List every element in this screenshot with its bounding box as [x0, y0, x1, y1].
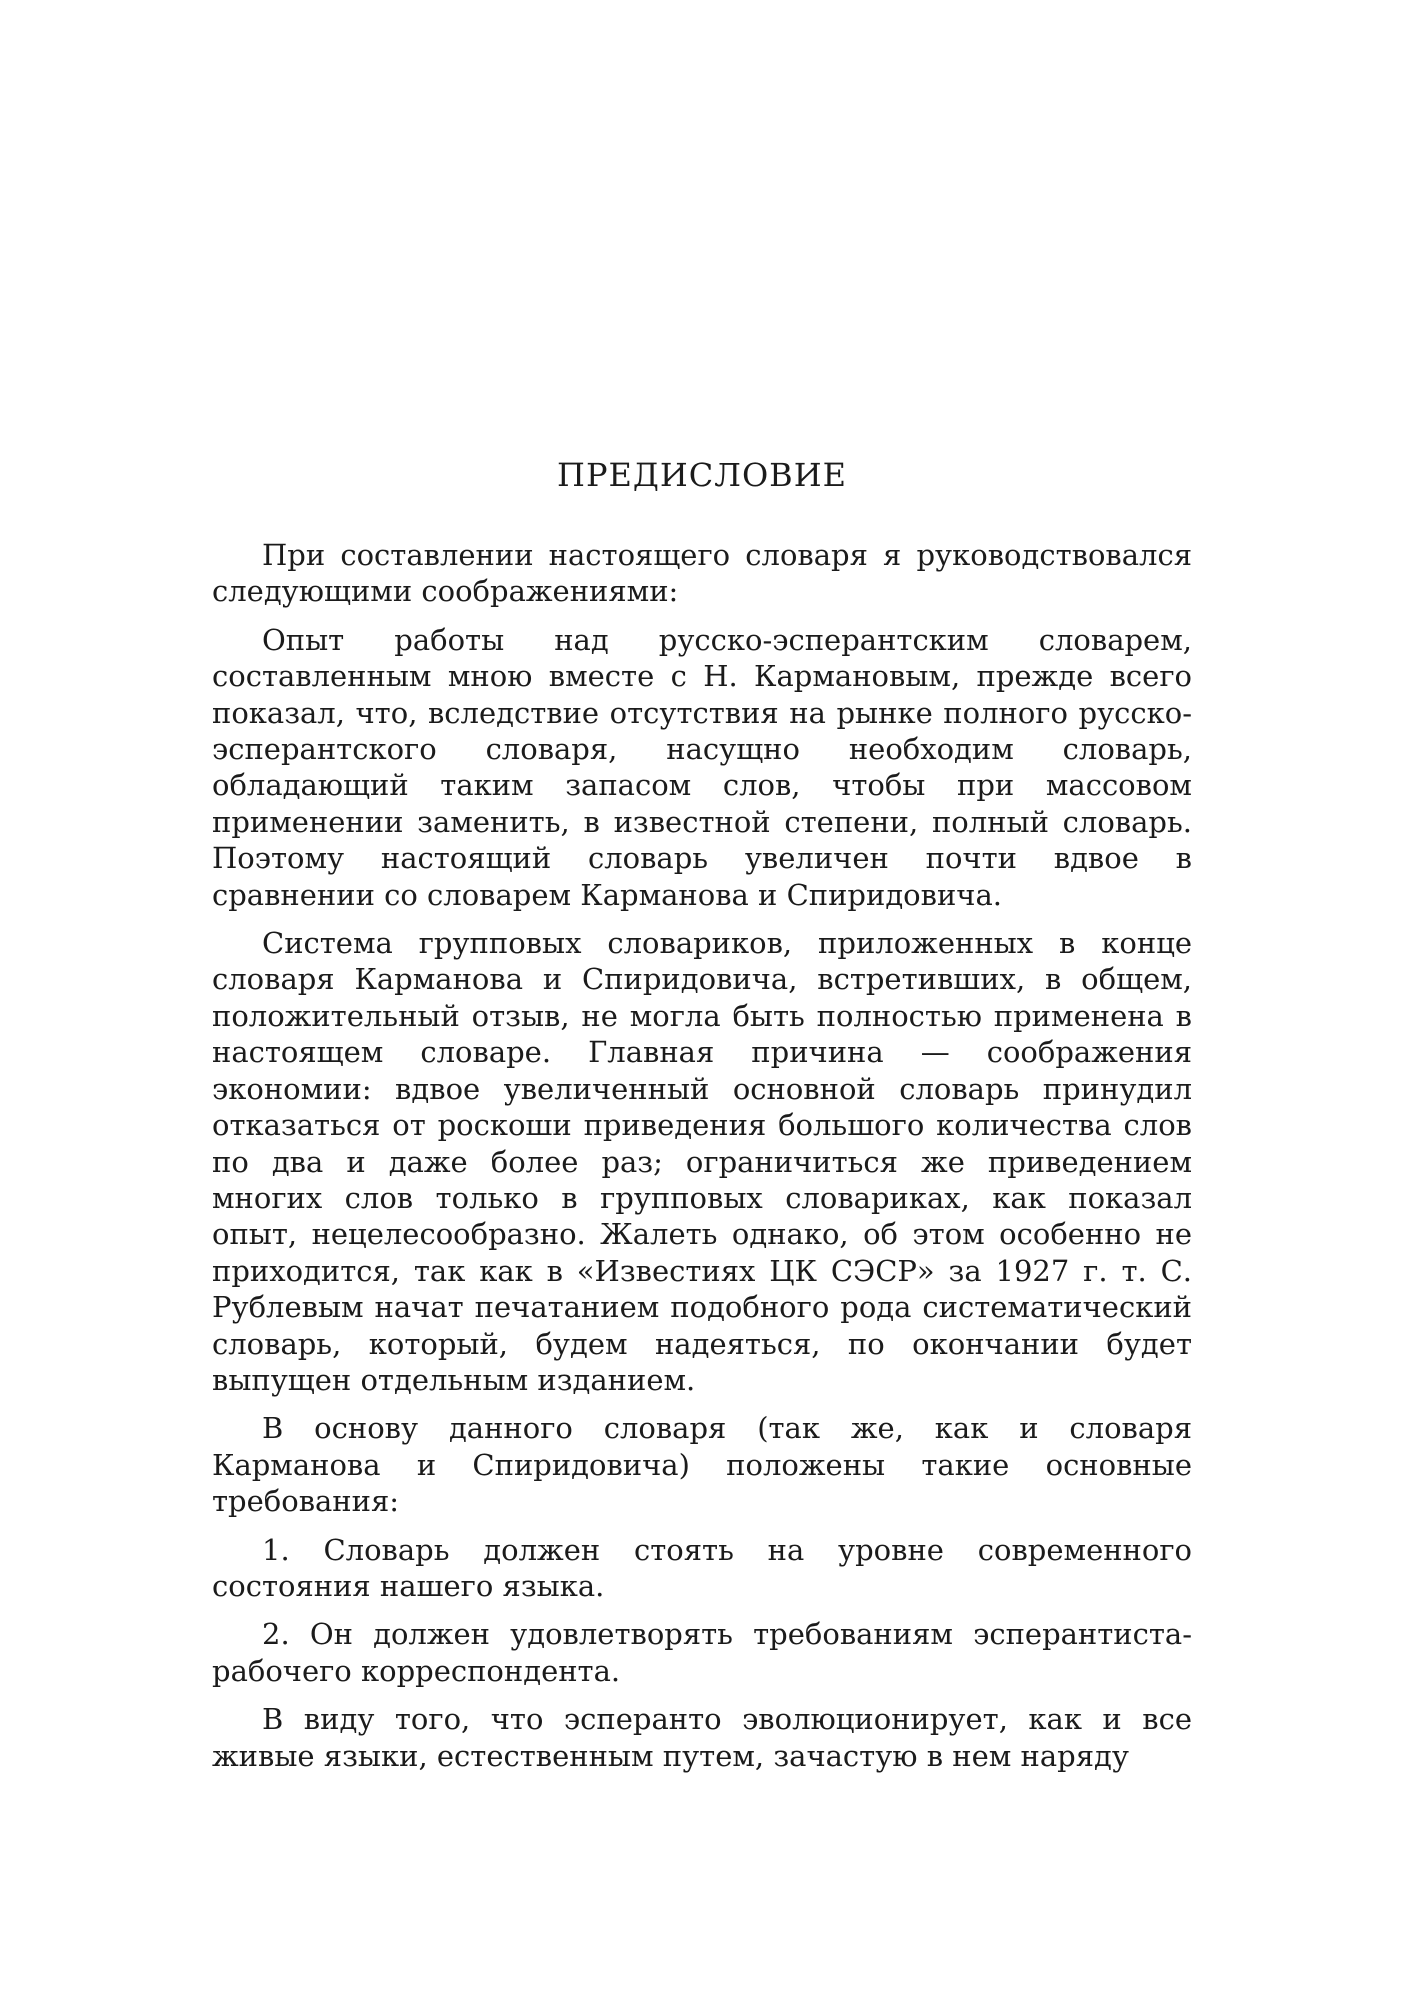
paragraph-requirement-1: 1. Словарь должен стоять на уровне современного состояния нашего языка. — [212, 1532, 1192, 1603]
paragraph-requirements: В основу данного словаря (так же, как и словаря Карманова и Спиридовича) положены такие основные требования: — [212, 1411, 1192, 1519]
preface-text-block — [212, 455, 1192, 1786]
paragraph-group-dictionaries: Система групповых словариков, приложенных в конце словаря Карманова и Спиридовича, встретивших, в общем, положительный отзыв, не могла быть полностью применена в настоящем словаре. Главная причина — соображения экономии: вдвое увеличенный основной словарь принудил отказаться от роскоши приведения большого количества слов по два и даже более раз; ограничиться же приведением многих слов только в групповых словариках, как показал опыт, нецелесообразно. Жалеть однако, об этом особенно не приходится, так как в «Известиях ЦК СЭСР» за 1927 г. т. С. Рублевым начат печатанием подобного рода систематический словарь, который, будем надеяться, по окончании будет выпущен отдельным изданием. — [212, 926, 1192, 1397]
paragraph-evolution: В виду того, что эсперанто эволюционирует, как и все живые языки, естественным путем, зачастую в нем наряду — [212, 1702, 1192, 1773]
page-title: ПРЕДИСЛОВИЕ — [557, 456, 847, 494]
paragraph-requirement-2: 2. Он должен удовлетворять требованиям эсперантиста-рабочего корреспондента. — [212, 1617, 1192, 1688]
paragraph-experience: Опыт работы над русско-эсперантским словарем, составленным мною вместе с Н. Кармановым, прежде всего показал, что, вследствие отсутствия на рынке полного русско-эсперантского словаря, насущно необходим словарь, обладающий таким запасом слов, чтобы при массовом применении заменить, в известной степени, полный словарь. Поэтому настоящий словарь увеличен почти вдвое в сравнении со словарем Карманова и Спиридовича. — [212, 622, 1192, 912]
paragraph-intro: При составлении настоящего словаря я руководствовался следующими соображениями: — [212, 538, 1192, 609]
